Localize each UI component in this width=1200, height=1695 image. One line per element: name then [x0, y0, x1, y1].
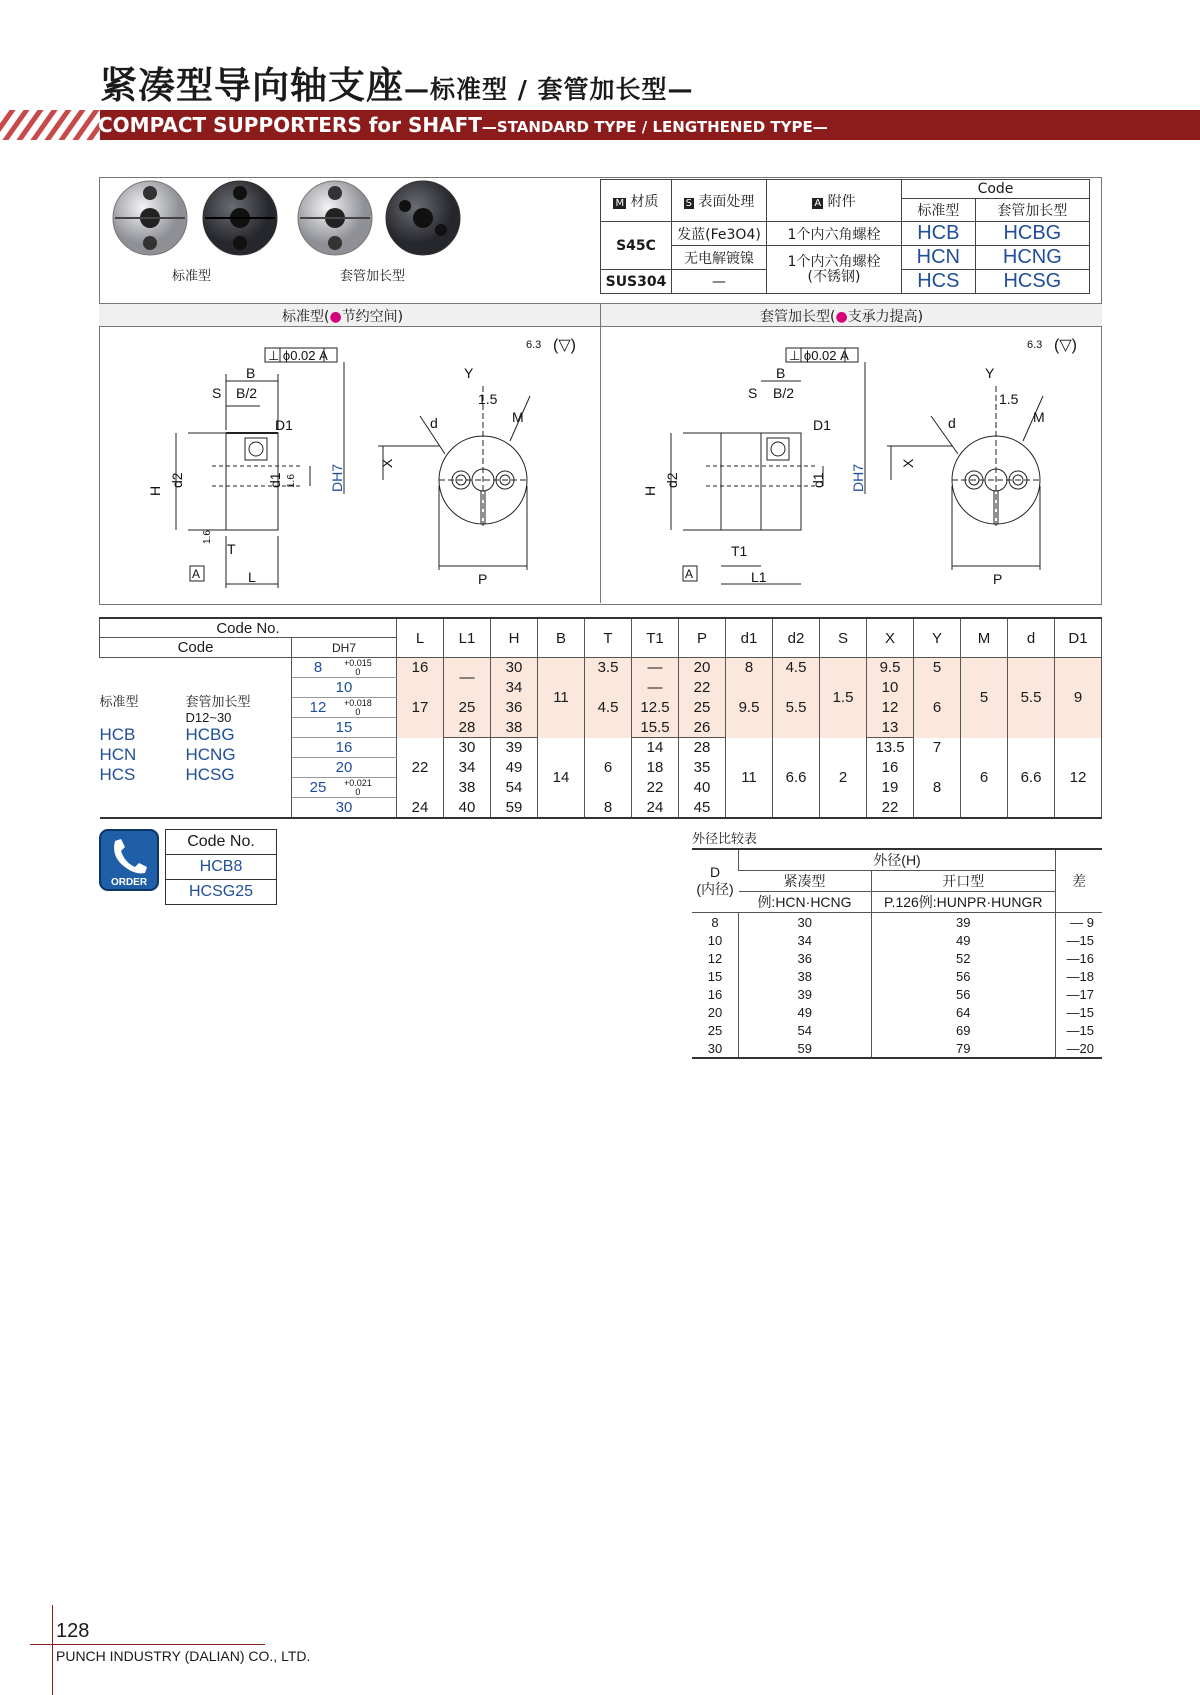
svg-text:D1: D1 [275, 417, 293, 433]
photo-label-standard: 标准型 [172, 269, 212, 284]
table-row: 10 17 34 4.5 — 22 9.5 5.5 10 6 [100, 678, 1102, 698]
svg-text:Y: Y [985, 365, 995, 381]
svg-text:6.3: 6.3 [526, 339, 542, 351]
photo-hcb [113, 181, 187, 255]
table-row: 15 38 56 —18 [692, 967, 1102, 985]
svg-text:Y: Y [464, 365, 474, 381]
svg-text:X: X [900, 458, 916, 468]
std-header: 标准型 [902, 199, 976, 222]
page-number: 128 [56, 1620, 90, 1642]
svg-text:M: M [512, 409, 524, 425]
svg-text:T1: T1 [731, 543, 748, 559]
photo-hcbg [298, 181, 372, 255]
table-row: 30 24 40 59 8 24 45 22 [100, 798, 1102, 819]
svg-text:DH7: DH7 [850, 463, 866, 492]
order-header: Code No. [166, 830, 277, 855]
table-row: 16 22 30 39 14 6 14 28 11 6.6 2 13.5 7 6 6.6 12 [100, 738, 1102, 758]
photo-hcs [203, 181, 277, 255]
table-row: 25 54 69 —15 [692, 1021, 1102, 1039]
svg-text:d2: d2 [664, 472, 680, 488]
photo-label-lengthened: 套管加长型 [340, 269, 406, 284]
svg-text:T: T [227, 541, 236, 557]
svg-text:1.5: 1.5 [999, 391, 1019, 407]
svg-text:⊥ ϕ0.02 A: ⊥ ϕ0.02 A [789, 348, 849, 363]
info-icon: ● [329, 309, 342, 325]
s-badge-icon: S [685, 197, 692, 209]
dh7-header: DH7 [292, 638, 397, 658]
svg-text:A: A [685, 567, 694, 581]
photo-hcsg [386, 181, 460, 255]
table-row: 25 +0.021 0 38 54 22 40 19 [100, 778, 1102, 798]
code-header: Code [100, 638, 292, 658]
svg-text:P: P [993, 571, 1003, 587]
svg-text:S: S [748, 385, 758, 401]
svg-text:⊥ ϕ0.02 A: ⊥ ϕ0.02 A [268, 348, 328, 363]
svg-text:B/2: B/2 [773, 385, 795, 401]
order-example: HCB8 [166, 855, 277, 880]
svg-text:H: H [642, 485, 658, 496]
spec-row: SUS304 — HCS HCSG [601, 270, 1090, 294]
table-row: 16 39 56 —17 [692, 985, 1102, 1003]
svg-text:d2: d2 [169, 472, 185, 488]
accessory-header: A 附件 [767, 180, 902, 222]
svg-text:d: d [948, 415, 956, 431]
svg-text:L: L [248, 569, 256, 585]
svg-text:D1: D1 [813, 417, 831, 433]
order-examples [165, 829, 277, 905]
svg-text:1.6: 1.6 [286, 474, 297, 488]
svg-text:S: S [212, 385, 222, 401]
svg-text:H: H [147, 485, 163, 496]
svg-text:L1: L1 [751, 569, 767, 585]
footer-rule-vertical [52, 1605, 53, 1695]
roughness-symbol: (▽) [553, 337, 576, 354]
table-row: 12 36 52 —16 [692, 949, 1102, 967]
material-header: M 材质 [601, 180, 672, 222]
page-subtitle-en: COMPACT SUPPORTERS for SHAFT—STANDARD TYPE / LENGTHENED TYPE— [98, 113, 828, 137]
a-badge-icon: A [814, 197, 822, 209]
compare-table: D (内径) 外径(H) 差 紧凑型 开口型 例:HCN·HCNG P.126例:HUNPR·HUNGR 8 30 39 — 9 10 34 49 —15 12 36 52 —16 15 38 56 —18 16 39 56 —17 20 49 64 —15 25 54 69 —15 30 59 79 —20 [692, 848, 1102, 1059]
svg-text:M: M [1033, 409, 1045, 425]
info-icon: ● [835, 309, 848, 325]
drawing-title-standard: 标准型(●节约空间) [282, 309, 404, 325]
roughness-symbol: (▽) [1054, 337, 1077, 354]
table-row: 30 59 79 —20 [692, 1039, 1102, 1058]
long-header: 套管加长型 [975, 199, 1089, 222]
product-photos [105, 178, 465, 288]
svg-text:1.6: 1.6 [202, 530, 213, 544]
svg-text:ORDER: ORDER [110, 877, 148, 888]
dimension-table: Code No. L L1 H B T T1 P d1 d2 S X Y M d D1 Code DH7 标准型 套管加长型 D12~30 HCB HCN HCS HCBG HCNG HCSG 8 +0.015 0 16 — 30 11 3.5 — 20 8 4.5 1.5 9.5 5 5 5.5 9 10 17 34 4.5 — 22 9.5 5.5 10 6 12 +0.018 0 25 36 12.5 25 12 15 28 38 15.5 26 13 16 22 30 39 14 6 14 28 11 6.6 2 13.5 7 6 6.6 12 20 34 49 18 35 16 8 25 +0.021 0 38 54 22 40 19 30 24 40 59 8 24 45 22 [99, 617, 1102, 819]
compare-title: 外径比较表 [692, 832, 758, 847]
svg-text:P: P [478, 571, 488, 587]
table-row: 标准型 套管加长型 D12~30 HCB HCN HCS HCBG HCNG HCSG 8 +0.015 0 16 — 30 11 3.5 — 20 8 4.5 1.5 9.5 5 5 5.5 9 [100, 658, 1102, 678]
drawing-title-lengthened: 套管加长型(●支承力提高) [760, 309, 924, 325]
svg-text:d: d [430, 415, 438, 431]
svg-text:A: A [192, 567, 201, 581]
svg-text:DH7: DH7 [329, 463, 345, 492]
svg-text:B/2: B/2 [236, 385, 258, 401]
svg-text:X: X [379, 458, 395, 468]
page-title: 紧凑型导向轴支座—标准型 / 套管加长型— [100, 64, 694, 107]
spec-row: S45C 发蓝(Fe3O4) 1个内六角螺栓 HCB HCBG [601, 222, 1090, 246]
order-example: HCSG25 [166, 880, 277, 905]
code-no-header: Code No. [100, 618, 397, 638]
drawing-standard [100, 326, 600, 602]
svg-text:B: B [246, 365, 256, 381]
code-header: Code [902, 180, 1090, 199]
svg-text:1.5: 1.5 [478, 391, 498, 407]
spec-table [600, 179, 1090, 294]
svg-text:6.3: 6.3 [1027, 339, 1043, 351]
m-badge-icon: M [615, 197, 625, 209]
svg-text:B: B [776, 365, 786, 381]
spec-row: 无电解镀镍 1个内六角螺栓 (不锈钢) HCN HCNG [601, 246, 1090, 270]
footer-rule [30, 1644, 265, 1645]
svg-text:d1: d1 [267, 472, 283, 488]
code-cell: 标准型 套管加长型 D12~30 HCB HCN HCS HCBG HCNG HCSG [100, 658, 292, 819]
surface-header: S 表面处理 [672, 180, 767, 222]
table-row: 20 34 49 18 35 16 8 [100, 758, 1102, 778]
order-badge [99, 829, 159, 891]
banner-stripes [0, 110, 100, 140]
table-row: 8 30 39 — 9 [692, 913, 1102, 932]
table-row: 10 34 49 —15 [692, 931, 1102, 949]
table-row: 12 +0.018 0 25 36 12.5 25 12 [100, 698, 1102, 718]
svg-text:d1: d1 [810, 472, 826, 488]
table-row: 15 28 38 15.5 26 13 [100, 718, 1102, 738]
drawing-lengthened [601, 326, 1101, 602]
table-row: 20 49 64 —15 [692, 1003, 1102, 1021]
company-name: PUNCH INDUSTRY (DALIAN) CO., LTD. [56, 1648, 311, 1664]
